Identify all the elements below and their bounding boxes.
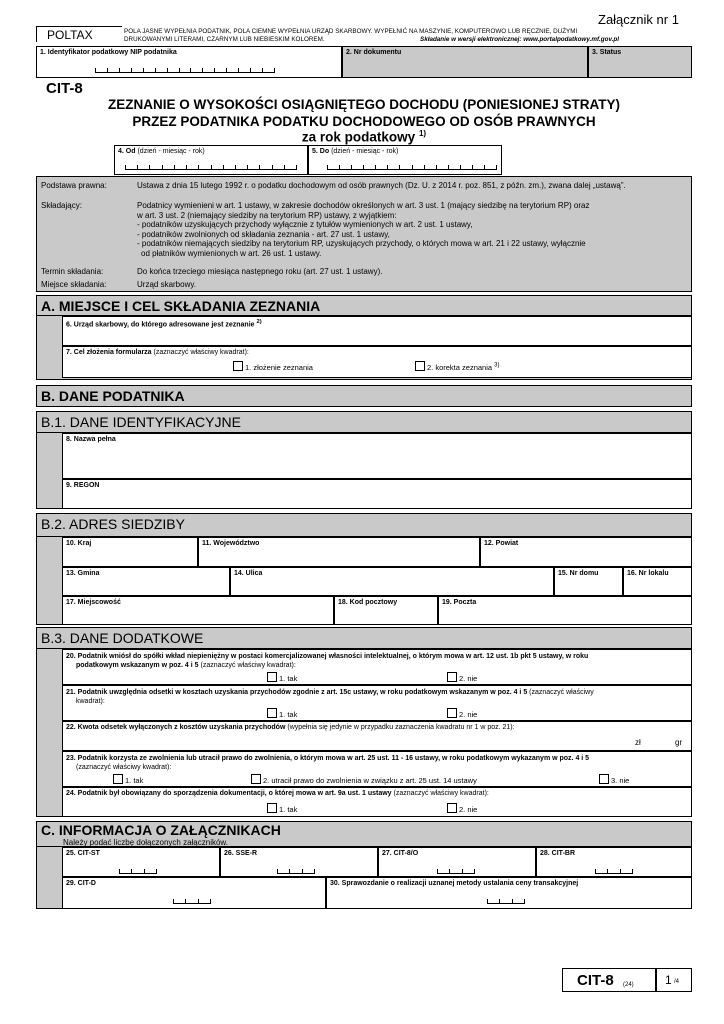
field-24	[62, 787, 692, 817]
digit-tick	[131, 869, 132, 873]
digit-tick	[448, 165, 449, 169]
field-28-cit-br[interactable]	[536, 847, 692, 877]
checkbox-correction[interactable]	[415, 361, 425, 371]
digit-tick	[179, 68, 180, 72]
section-a-title: A. MIEJSCE I CEL SKŁADANIA ZEZNANIA	[36, 295, 692, 316]
field-17-label: 17. Miejscowość	[66, 599, 121, 606]
field-15-house-no[interactable]	[554, 567, 623, 596]
checkbox-20-no[interactable]	[447, 672, 457, 682]
digit-tick	[496, 165, 497, 169]
checkbox-21-no[interactable]	[447, 708, 457, 718]
field-15-label: 15. Nr domu	[558, 570, 599, 577]
field-12-county[interactable]	[480, 537, 692, 567]
field-16-apartment-no[interactable]	[623, 567, 692, 596]
field-23-yes[interactable]: 1. tak	[113, 774, 143, 785]
poltax-label: POLTAX	[36, 26, 122, 42]
digit-tick	[144, 869, 145, 873]
field-6-label: 6. Urząd skarbowy, do którego adresowane jest zeznanie $^{2)}$	[66, 319, 262, 329]
currency-gr: gr	[675, 738, 683, 747]
digit-tick	[156, 869, 157, 873]
filers-line: - podatników zwolnionych od składania zeznania - art. 27 ust. 1 ustawy,	[137, 229, 390, 239]
filers-text	[137, 201, 689, 258]
digit-tick	[277, 869, 278, 873]
form-code: CIT-8	[46, 80, 83, 97]
count-guides	[437, 868, 475, 874]
digit-tick	[449, 869, 450, 873]
tax-year-label: za rok podatkowy	[301, 129, 416, 145]
field-25-cit-st[interactable]	[62, 847, 220, 877]
checkbox-filing[interactable]	[233, 361, 243, 371]
field-12-label: 12. Powiat	[484, 540, 519, 547]
instruction-line-1: POLA JASNE WYPEŁNIA PODATNIK, POLA CIEMNE WYPEŁNIA URZĄD SKARBOWY. WYPEŁNIĆ NA MASZYNIE, KOMPUTEROWO LUB RĘCZNIE, DUŻYMI	[124, 28, 578, 35]
field-6-tax-office[interactable]	[62, 316, 692, 346]
digit-tick	[499, 899, 500, 903]
digit-tick	[95, 68, 96, 72]
field-23-no[interactable]: 3. nie	[599, 774, 629, 785]
digit-tick	[162, 165, 163, 169]
digit-tick	[125, 165, 126, 169]
nip-digit-guides	[95, 67, 275, 73]
digit-tick	[119, 68, 120, 72]
field-20-yes[interactable]: 1. tak	[267, 672, 297, 683]
field-10-label: 10. Kraj	[66, 540, 92, 547]
field-24-no[interactable]: 2. nie	[447, 803, 477, 814]
digit-tick	[351, 165, 352, 169]
legal-basis-text: Ustawa z dnia 15 lutego 1992 r. o podatku dochodowym od osób prawnych (Dz. U. z 2014 r. poz. 851, z późn. zm.), zwana dalej „ustawą”.	[137, 181, 626, 190]
digit-tick	[173, 899, 174, 903]
digit-tick	[487, 899, 488, 903]
digit-tick	[484, 165, 485, 169]
digit-tick	[198, 165, 199, 169]
count-guides	[595, 868, 633, 874]
digit-tick	[375, 165, 376, 169]
filers-line: - podatników uzyskujących przychody wyłącznie z tytułów wymienionych w art. 2 ust. 1 ustawy,	[137, 220, 473, 229]
field-8-label: 8. Nazwa pełna	[66, 436, 116, 443]
digit-tick	[462, 869, 463, 873]
filers-line: Podatnicy wymienieni w art. 1 ustawy, w zakresie dochodów określonych w art. 3 ust. 1 (mający siedzibę na terytorium RP) oraz	[137, 201, 590, 210]
checkbox-23-no[interactable]	[599, 774, 609, 784]
count-guides	[173, 898, 211, 904]
footer-page-number: 1	[665, 973, 672, 987]
field-13-label: 13. Gmina	[66, 570, 100, 577]
field-11-label: 11. Województwo	[202, 540, 260, 547]
field-26-label: 26. SSE-R	[224, 850, 258, 857]
digit-tick	[174, 165, 175, 169]
digit-tick	[259, 165, 260, 169]
digit-tick	[327, 165, 328, 169]
field-26-sse-r[interactable]	[220, 847, 378, 877]
field-14-street[interactable]	[230, 567, 554, 596]
field-25-label: 25. CIT-ST	[66, 850, 100, 857]
digit-tick	[424, 165, 425, 169]
digit-tick	[214, 68, 215, 72]
field-30-transfer-pricing-report[interactable]	[326, 877, 692, 909]
checkbox-24-yes[interactable]	[267, 803, 277, 813]
field-9-label: 9. REGON	[66, 482, 100, 489]
field-22-excluded-interest[interactable]	[62, 721, 692, 751]
field-7-purpose	[62, 346, 692, 378]
digit-tick	[137, 165, 138, 169]
digit-tick	[272, 165, 273, 169]
field-21-label: 21. Podatnik uwzględnia odsetki w kosztach uzyskania przychodów zgodnie z art. 15c ustawy, w roku podatkowym wskazanym w poz. 4 i 5 (zaznaczyć właściwy kwadrat):	[66, 689, 594, 705]
digit-tick	[202, 68, 203, 72]
place-text: Urząd skarbowy.	[137, 280, 196, 289]
digit-tick	[211, 165, 212, 169]
field-14-label: 14. Ulica	[234, 570, 263, 577]
field-18-postal-code[interactable]	[334, 596, 438, 625]
digit-tick	[472, 165, 473, 169]
digit-tick	[474, 869, 475, 873]
option-correction[interactable]: 2. korekta zeznania $^{3)}$	[415, 361, 499, 372]
field-24-label: 24. Podatnik był obowiązany do sporządzenia dokumentacji, o której mowa w art. 9a ust. 1 ustawy (zaznaczyć właściwy kwadrat):	[66, 790, 489, 797]
field-8-full-name[interactable]	[62, 433, 692, 479]
form-title-line-3	[36, 129, 692, 145]
digit-tick	[247, 165, 248, 169]
field-17-city[interactable]	[62, 596, 334, 625]
digit-tick	[185, 899, 186, 903]
form-title-line-1: ZEZNANIE O WYSOKOŚCI OSIĄGNIĘTEGO DOCHODU (PONIESIONEJ STRATY)	[107, 97, 621, 112]
count-guides	[487, 898, 525, 904]
footer-page-box	[656, 968, 692, 992]
digit-tick	[155, 68, 156, 72]
footer-page-total: /4	[674, 979, 680, 985]
checkbox-20-yes[interactable]	[267, 672, 277, 682]
filers-line: od płatników wymienionych w art. 26 ust. 1 ustawy.	[141, 248, 322, 258]
footer-code-box	[562, 968, 656, 992]
digit-tick	[226, 68, 227, 72]
legal-info-block	[36, 176, 692, 292]
field-29-label: 29. CIT-D	[66, 880, 96, 887]
field-2-label: 2. Nr dokumentu	[346, 49, 402, 56]
digit-tick	[363, 165, 364, 169]
field-23	[62, 751, 692, 787]
checkbox-24-no[interactable]	[447, 803, 457, 813]
checkbox-23-yes[interactable]	[113, 774, 123, 784]
digit-tick	[607, 869, 608, 873]
field-5-to[interactable]	[308, 145, 502, 175]
digit-tick	[198, 899, 199, 903]
section-b3-title: B.3. DANE DODATKOWE	[36, 627, 692, 649]
digit-tick	[143, 68, 144, 72]
field-3-label: 3. Status	[592, 49, 622, 56]
checkbox-23-lost[interactable]	[251, 774, 261, 784]
section-b2-title: B.2. ADRES SIEDZIBY	[36, 513, 692, 537]
digit-tick	[339, 165, 340, 169]
field-20-no[interactable]: 2. nie	[447, 672, 477, 683]
digit-tick	[595, 869, 596, 873]
filers-label: Składający:	[41, 201, 82, 210]
digit-tick	[186, 165, 187, 169]
digit-tick	[190, 68, 191, 72]
digit-tick	[238, 68, 239, 72]
instruction-line-2: DRUKOWANYMI LITERAMI, CZARNYM LUB NIEBIESKIM KOLOREM.	[124, 36, 325, 43]
digit-tick	[149, 165, 150, 169]
footer-form-code: CIT-8	[577, 972, 614, 989]
field-13-commune[interactable]	[62, 567, 230, 596]
field-11-voivodeship[interactable]	[198, 537, 480, 567]
digit-tick	[250, 68, 251, 72]
field-30-label: 30. Sprawozdanie o realizacji uznanej metody ustalania ceny transakcyjnej	[330, 880, 579, 887]
section-c-header	[36, 821, 692, 847]
option-filing[interactable]: 1. złożenie zeznania	[233, 361, 313, 372]
digit-tick	[235, 165, 236, 169]
digit-tick	[274, 68, 275, 72]
field-20	[62, 649, 692, 685]
place-label: Miejsce składania:	[41, 280, 107, 289]
form-title-line-2: PRZEZ PODATNIKA PODATKU DOCHODOWEGO OD OSÓB PRAWNYCH	[132, 114, 596, 129]
legal-basis-label: Podstawa prawna:	[41, 181, 107, 190]
digit-tick	[167, 68, 168, 72]
checkbox-21-yes[interactable]	[267, 708, 277, 718]
digit-tick	[131, 68, 132, 72]
section-c-title: C. INFORMACJA O ZAŁĄCZNIKACH	[41, 822, 281, 838]
digit-tick	[632, 869, 633, 873]
field-4-from[interactable]	[114, 145, 308, 175]
digit-tick	[296, 165, 297, 169]
digit-tick	[512, 899, 513, 903]
digit-tick	[119, 869, 120, 873]
field-27-cit-8o[interactable]	[378, 847, 536, 877]
date-to-guides	[327, 164, 497, 170]
field-27-label: 27. CIT-8/O	[382, 850, 419, 857]
digit-tick	[437, 869, 438, 873]
field-16-label: 16. Nr lokalu	[627, 570, 669, 577]
field-3-status	[588, 46, 692, 78]
digit-tick	[460, 165, 461, 169]
field-28-label: 28. CIT-BR	[540, 850, 576, 857]
digit-tick	[620, 869, 621, 873]
digit-tick	[284, 165, 285, 169]
digit-tick	[223, 165, 224, 169]
digit-tick	[314, 869, 315, 873]
field-5-label: 5. Do (dzień - miesiąc - rok)	[312, 148, 399, 155]
filers-line: - podatników niemających siedziby na terytorium RP, uzyskujących przychody, o których mowa w art. 21 i 22 ustawy, wyłącznie	[137, 239, 586, 248]
field-23-label: 23. Podatnik korzysta ze zwolnienia lub utracił prawo do zwolnienia, o którym mowa w art. 25 ust. 11 - 16 ustawy, w roku podatkowym wykazanym w poz. 4 i 5 (zaznaczyć właściwy kwadrat):	[66, 755, 590, 771]
field-4-label: 4. Od (dzień - miesiąc - rok)	[118, 148, 205, 155]
field-21	[62, 685, 692, 721]
currency-zl: zł	[635, 738, 641, 747]
field-19-label: 19. Poczta	[442, 599, 477, 606]
digit-tick	[289, 869, 290, 873]
count-guides	[119, 868, 157, 874]
field-7-label: 7. Cel złożenia formularza (zaznaczyć właściwy kwadrat):	[66, 349, 249, 356]
field-19-post-office[interactable]	[438, 596, 692, 625]
digit-tick	[302, 869, 303, 873]
digit-tick	[399, 165, 400, 169]
digit-tick	[387, 165, 388, 169]
field-9-regon[interactable]	[62, 479, 692, 509]
field-24-yes[interactable]: 1. tak	[267, 803, 297, 814]
digit-tick	[412, 165, 413, 169]
field-1-label: 1. Identyfikator podatkowy NIP podatnika	[40, 49, 177, 56]
deadline-text: Do końca trzeciego miesiąca następnego roku (art. 27 ust. 1 ustawy).	[137, 267, 383, 276]
digit-tick	[107, 68, 108, 72]
field-1-nip[interactable]	[36, 46, 342, 78]
field-18-label: 18. Kod pocztowy	[338, 599, 398, 606]
field-21-no[interactable]: 2. nie	[447, 708, 477, 719]
deadline-label: Termin składania:	[41, 267, 104, 276]
field-2-document-no	[342, 46, 588, 78]
section-c-note: Należy podać liczbę dołączonych załączników.	[63, 838, 228, 847]
field-23-lost[interactable]: 2. utracił prawo do zwolnienia w związku z art. 25 ust. 14 ustawy	[251, 774, 477, 785]
electronic-note: Składanie w wersji elektronicznej: www.portalpodatkowy.mf.gov.pl	[420, 36, 619, 43]
section-b-title: B. DANE PODATNIKA	[36, 385, 692, 407]
digit-tick	[210, 899, 211, 903]
field-22-label: 22. Kwota odsetek wyłączonych z kosztów uzyskania przychodów (wypełnia się jedynie w przypadku zaznaczenia kwadratu nr 1 w poz. 21):	[66, 724, 515, 731]
field-20-label: 20. Podatnik wniósł do spółki wkład niepieniężny w postaci komercjalizowanej własności intelektualnej, o którym mowa w art. 12 ust. 1b pkt 5 ustawy, w roku podatkowym wskazanym w poz. 4 i 5 (zaznaczyć właściwy kwadrat):	[66, 653, 589, 669]
footnote-1: 1)	[418, 129, 427, 138]
annex-label: Załącznik nr 1	[598, 12, 679, 27]
field-10-country[interactable]	[62, 537, 198, 567]
field-29-cit-d[interactable]	[62, 877, 326, 909]
digit-tick	[524, 899, 525, 903]
count-guides	[277, 868, 315, 874]
section-b1-title: B.1. DANE IDENTYFIKACYJNE	[36, 411, 692, 433]
filers-line: w art. 3 ust. 2 (niemający siedziby na terytorium RP) ustawy, z wyjątkiem:	[137, 210, 397, 220]
field-21-yes[interactable]: 1. tak	[267, 708, 297, 719]
digit-tick	[436, 165, 437, 169]
digit-tick	[262, 68, 263, 72]
footer-form-version: (24)	[623, 982, 634, 988]
date-from-guides	[125, 164, 297, 170]
